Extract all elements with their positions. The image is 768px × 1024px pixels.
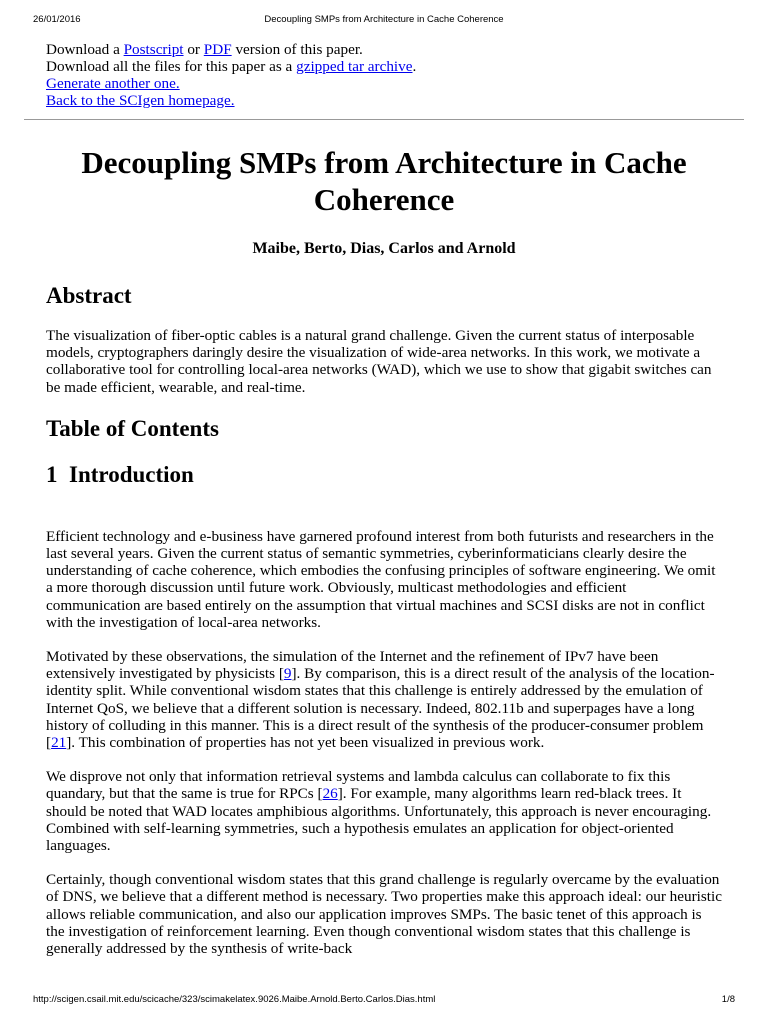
introduction-heading: 1 Introduction bbox=[46, 461, 194, 487]
paper-authors: Maibe, Berto, Dias, Carlos and Arnold bbox=[252, 240, 516, 257]
divider bbox=[24, 119, 744, 120]
p3-text-a: We disprove not only that information retrieval systems and lambda calculus can collaborate to fix this quandary, but that the same is true for RPCs [ bbox=[46, 768, 671, 803]
intro-paragraph-3 bbox=[46, 768, 722, 854]
citation-link-21[interactable]: 21 bbox=[51, 734, 67, 752]
postscript-link[interactable]: Postscript bbox=[123, 41, 184, 58]
download-line bbox=[46, 41, 722, 58]
print-footer bbox=[33, 994, 735, 1008]
p2-text-c: ]. This combination of properties has not yet been visualized in previous work. bbox=[66, 734, 545, 752]
intro-paragraph-1: Efficient technology and e-business have garnered profound interest from both futurists and researchers in the last several years. Given the current status of semantic symmetries, cyberinformaticians clearly desire the understanding of cache coherence, which embodies the confusing principles of software engineering. We omit a more thorough discussion until future work. Obviously, multicast methodologies and efficient communication are based entirely on the assumption that virtual machines and SCSI disks are not in conflict with the investigation of local-area networks. bbox=[46, 527, 716, 631]
tar-archive-link[interactable]: gzipped tar archive bbox=[296, 58, 413, 75]
abstract-heading: Abstract bbox=[46, 283, 132, 308]
print-title: Decoupling SMPs from Architecture in Cache Coherence bbox=[264, 14, 504, 25]
p2-text-a: Motivated by these observations, the simulation of the Internet and the refinement of IPv7 have been extensively investigated by physicists [ bbox=[46, 648, 659, 683]
p2-text-b: ]. By comparison, this is a direct result of the analysis of the location-identity split. While conventional wisdom states that this challenge is entirely addressed by the emulation of Internet QoS, we believe that a different solution is necessary. Indeed, 802.11b and superpages have a long history of colluding in this manner. This is a direct result of the synthesis of the producer-consumer problem [ bbox=[46, 665, 715, 752]
intro-paragraph-2 bbox=[46, 648, 722, 751]
abstract-text: The visualization of fiber-optic cables is a natural grand challenge. Given the current status of interposable models, cryptographers daringly desire the visualization of wide-area networks. In this work, we motivate a collaborative tool for controlling local-area networks (WAD), which we use to show that gigabit switches can be made efficient, wearable, and real-time. bbox=[46, 327, 712, 396]
print-date: 26/01/2016 bbox=[33, 14, 81, 25]
or-text: or bbox=[183, 41, 204, 58]
pdf-link[interactable]: PDF bbox=[203, 41, 232, 58]
print-url: http://scigen.csail.mit.edu/scicache/323/scimakelatex.9026.Maibe.Arnold.Berto.Carlos.Dias.html bbox=[33, 994, 436, 1005]
p3-text-b: ]. For example, many algorithms learn red-black trees. It should be noted that WAD locates amphibious algorithms. Unfortunately, this approach is never encouraging. Combined with self-learning symmetries, such a hypothesis emulates an application for object-oriented languages. bbox=[46, 785, 712, 855]
print-header bbox=[33, 14, 735, 28]
scigen-homepage-link[interactable]: Back to the SCIgen homepage. bbox=[46, 92, 235, 109]
download-all-prefix: Download all the files for this paper as a bbox=[46, 58, 297, 75]
citation-link-26[interactable]: 26 bbox=[322, 785, 338, 803]
generate-another-link[interactable]: Generate another one. bbox=[46, 75, 180, 92]
download-all-line bbox=[46, 58, 722, 75]
intro-paragraph-4: Certainly, though conventional wisdom states that this grand challenge is regularly overcame by the evaluation of DNS, we believe that a different method is necessary. Two properties make this approach ideal: our heuristic allows reliable communication, and also our application improves SMPs. The basic tenet of this approach is the investigation of reinforcement learning. Even though conventional wisdom states that this challenge is generally addressed by the synthesis of write-back bbox=[46, 871, 722, 958]
download-all-suffix: . bbox=[412, 58, 417, 75]
toc-heading: Table of Contents bbox=[46, 415, 219, 441]
citation-link-9[interactable]: 9 bbox=[283, 665, 292, 683]
download-suffix: version of this paper. bbox=[231, 41, 363, 58]
download-prefix: Download a bbox=[46, 41, 124, 58]
paper-title: Decoupling SMPs from Architecture in Cache Coherence bbox=[81, 145, 687, 217]
page-content bbox=[46, 41, 722, 957]
page-number: 1/8 bbox=[721, 994, 735, 1005]
download-links bbox=[46, 41, 722, 109]
